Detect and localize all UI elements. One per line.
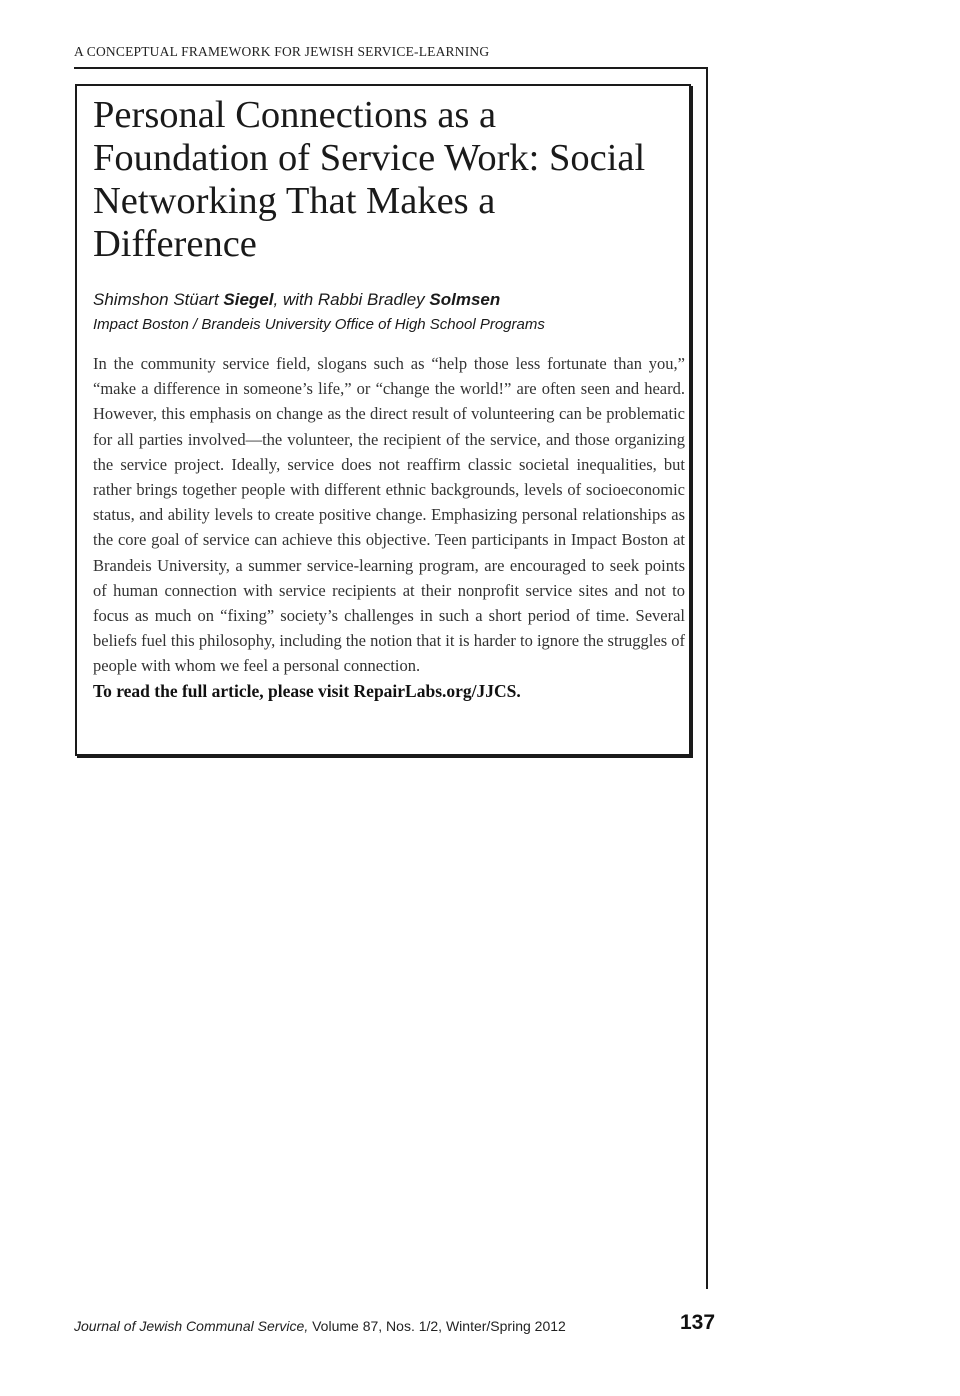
running-head: A CONCEPTUAL FRAMEWORK FOR JEWISH SERVICE-LEARNING [74, 44, 490, 59]
author-joiner: , with Rabbi Bradley [273, 290, 430, 309]
author1-surname: Siegel [223, 290, 274, 309]
read-full-article-link[interactable]: To read the full article, please visit RepairLabs.org/JJCS. [93, 680, 521, 701]
abstract-box [75, 84, 691, 756]
abstract-text: In the community service field, slogans such as “help those less fortunate than you,” “make a difference in someone’s life,” or “change the world!” are often seen and heard. However, this emphasis on change as the direct result of volunteering can be problematic for all parties involved—the volunteer, the recipient of the service, and those organizing the service project. Ideally, service does not reaffirm classic societal inequalities, but rather brings together people with different ethnic backgrounds, levels of socioeconomic status, and ability levels to create positive change. Emphasizing personal relationships as the core goal of service can achieve this objective. Teen participants in Impact Boston at Brandeis University, a summer service-learning program, are encouraged to seek points of human connection with service recipients at their nonprofit service sites and not to focus as much on “fixing” society’s challenges in such a short period of time. Several beliefs fuel this philosophy, including the notion that it is harder to ignore the struggles of people with whom we feel a personal connection. [93, 354, 685, 676]
author-line [93, 290, 689, 310]
footer-citation [74, 1318, 566, 1334]
journal-name: Journal of Jewish Communal Service, [74, 1318, 309, 1334]
right-margin-rule [706, 67, 708, 1289]
article-title: Personal Connections as a Foundation of Service Work: Social Networking That Makes a Difference [93, 94, 646, 265]
issue-info: Volume 87, Nos. 1/2, Winter/Spring 2012 [308, 1318, 566, 1334]
author2-surname: Solmsen [429, 290, 501, 309]
top-rule [74, 67, 708, 69]
author1-given-name: Shimshon Stüart [93, 290, 224, 309]
affiliation: Impact Boston / Brandeis University Office of High School Programs [93, 316, 545, 333]
page-number: 137 [680, 1311, 716, 1334]
